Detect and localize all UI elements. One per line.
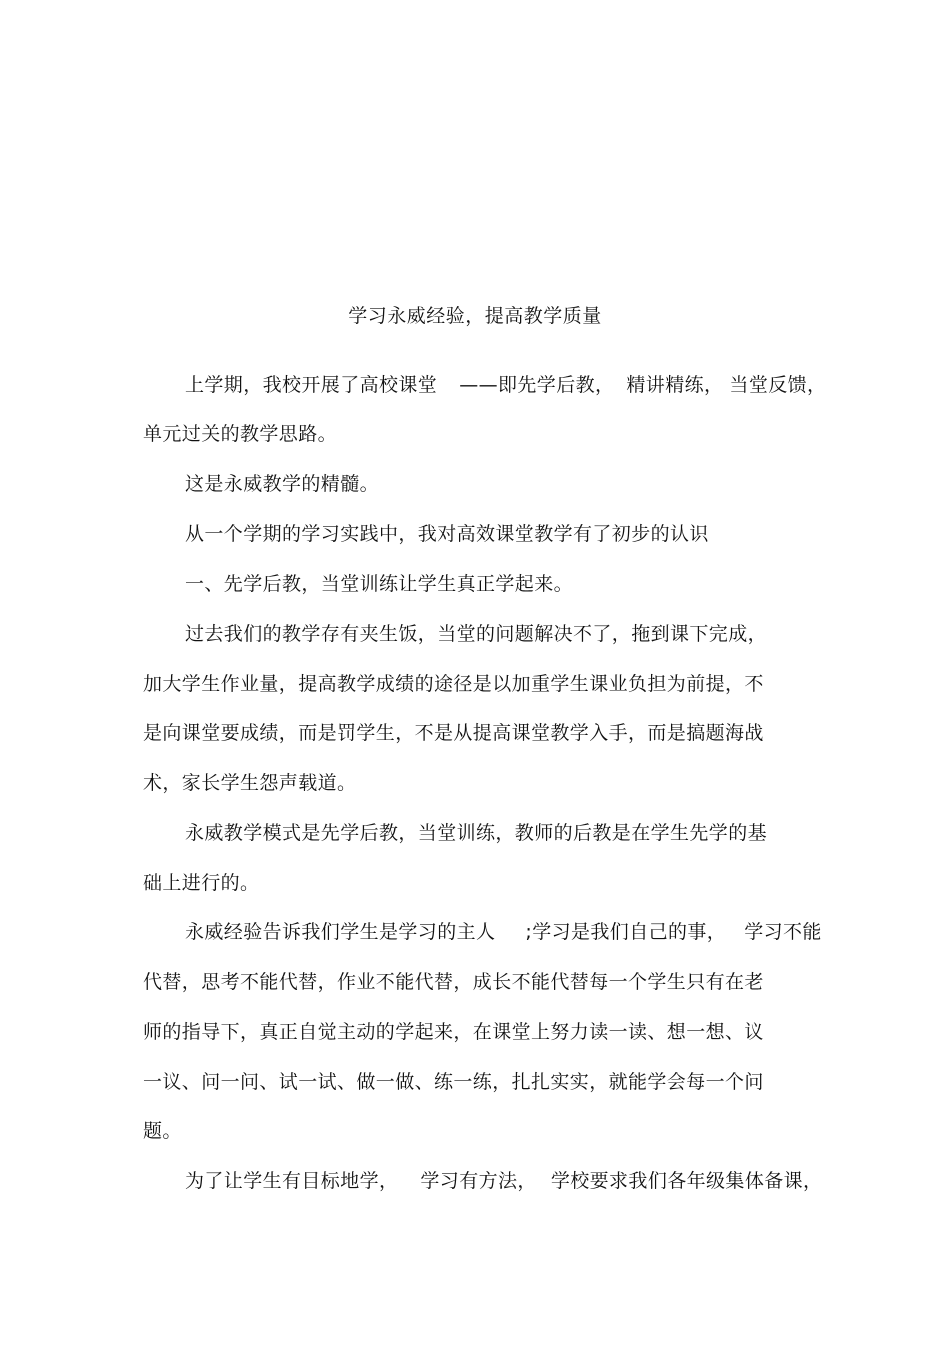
text-segment: 学习不能 [744, 921, 822, 943]
paragraph-line [143, 671, 764, 697]
paragraph-line [143, 720, 764, 746]
paragraph-line [143, 1069, 764, 1095]
text-segment: 代替，思考不能代替，作业不能代替，成长不能代替每一个学生只有在老 [143, 971, 764, 993]
text-segment: 一、先学后教，当堂训练让学生真正学起来。 [185, 573, 574, 595]
text-segment: 永威教学模式是先学后教，当堂训练，教师的后教是在学生先学的基 [185, 822, 768, 844]
paragraph-line [185, 521, 709, 547]
paragraph-line [185, 1168, 822, 1194]
paragraph-line [185, 372, 826, 398]
text-segment: 当堂反馈， [729, 374, 827, 396]
paragraph-line [143, 421, 337, 447]
text-segment: 过去我们的教学存有夹生饭，当堂的问题解决不了，拖到课下完成， [185, 623, 768, 645]
paragraph-line [143, 1118, 182, 1144]
paragraph-line [185, 820, 767, 846]
text-segment: ;学习是我们自己的事， [525, 921, 727, 943]
text-segment: 上学期，我校开展了高校课堂 [185, 374, 438, 396]
paragraph-line [143, 870, 259, 896]
text-segment: ——即先学后教， [459, 374, 615, 396]
text-segment: 师的指导下，真正自觉主动的学起来，在课堂上努力读一读、想一想、议 [143, 1021, 764, 1043]
text-segment: 精讲精练， [626, 374, 724, 396]
text-segment: 永威经验告诉我们学生是学习的主人 [185, 921, 496, 943]
paragraph-line [143, 1019, 764, 1045]
paragraph-line [185, 919, 822, 945]
text-segment: 从一个学期的学习实践中，我对高效课堂教学有了初步的认识 [185, 523, 709, 545]
text-segment: 础上进行的。 [143, 872, 260, 894]
text-segment: 单元过关的教学思路。 [143, 423, 338, 445]
document-title: 学习永威经验，提高教学质量 [348, 305, 602, 327]
text-segment: 一议、问一问、试一试、做一做、练一练，扎扎实实，就能学会每一个问 [143, 1071, 764, 1093]
paragraph-line [143, 969, 764, 995]
text-segment: 学习有方法， [420, 1170, 537, 1192]
paragraph-line [143, 770, 356, 796]
text-segment: 为了让学生有目标地学， [185, 1170, 399, 1192]
text-segment: 是向课堂要成绩，而是罚学生，不是从提高课堂教学入手，而是搞题海战 [143, 722, 764, 744]
paragraph-line [185, 571, 573, 597]
text-segment: 术，家长学生怨声载道。 [143, 772, 357, 794]
text-segment: 题。 [143, 1120, 182, 1142]
paragraph-line [185, 621, 767, 647]
text-segment: 学校要求我们各年级集体备课， [550, 1170, 823, 1192]
text-segment: 加大学生作业量，提高教学成绩的途径是以加重学生课业负担为前提，不 [143, 673, 764, 695]
paragraph-line [185, 471, 379, 497]
text-segment: 这是永威教学的精髓。 [185, 473, 380, 495]
